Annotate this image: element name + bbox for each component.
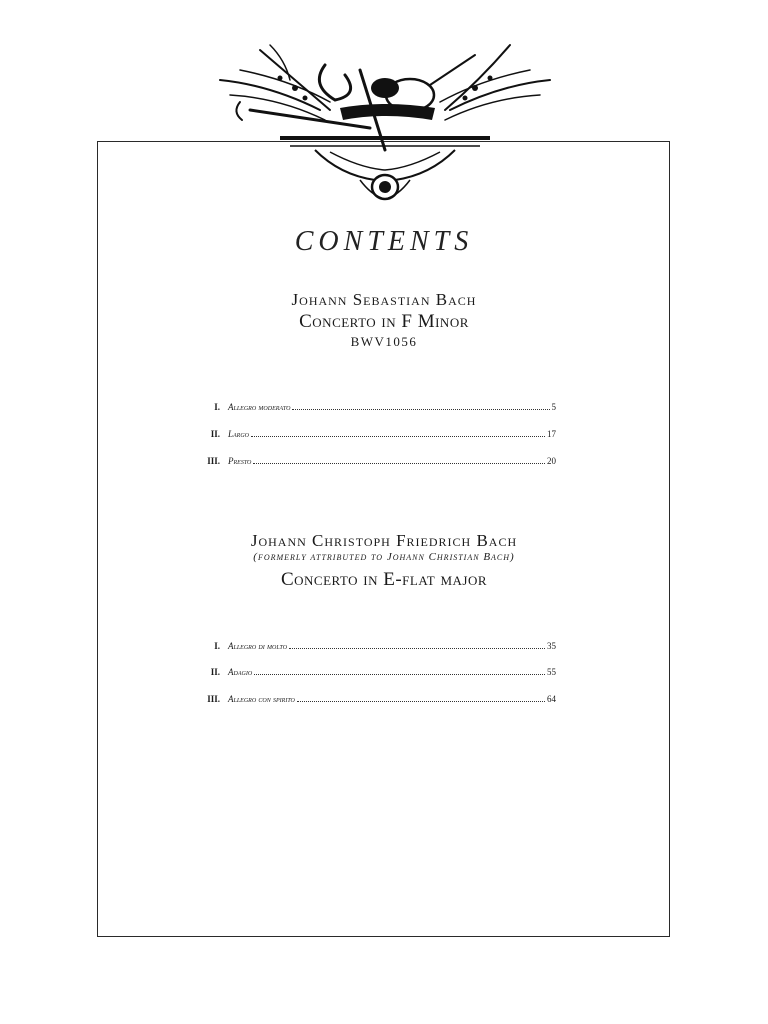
movement-number: III. xyxy=(207,456,220,466)
toc-entry[interactable] xyxy=(198,456,556,470)
toc-entry[interactable] xyxy=(198,402,556,416)
section-2-work-title: Concerto in E-flat major xyxy=(280,569,488,590)
dot-leader xyxy=(297,694,545,702)
movement-number: I. xyxy=(214,402,220,412)
movement-title: Allegro con spirito xyxy=(228,694,295,704)
toc-entry[interactable] xyxy=(198,641,556,655)
page-number: 5 xyxy=(551,402,556,412)
section-2-composer: Johann Christoph Friedrich Bach xyxy=(250,531,518,550)
page-number: 20 xyxy=(547,456,556,466)
dot-leader xyxy=(289,641,545,649)
page-number: 55 xyxy=(547,667,556,677)
toc-entry[interactable] xyxy=(198,667,556,681)
page-number: 64 xyxy=(547,694,556,704)
baroque-trophy-ornament-icon xyxy=(210,40,560,205)
movement-title: Presto xyxy=(228,456,252,466)
movement-title: Allegro di molto xyxy=(228,641,288,651)
movement-number: II. xyxy=(210,429,220,439)
toc-entry[interactable] xyxy=(198,694,556,708)
dot-leader xyxy=(251,429,545,437)
page-number: 35 xyxy=(547,641,556,651)
movement-number: I. xyxy=(214,641,220,651)
dot-leader xyxy=(254,667,545,675)
page-number: 17 xyxy=(547,429,556,439)
section-2-attribution: (formerly attributed to Johann Christian Bach) xyxy=(253,551,515,563)
contents-heading: CONTENTS xyxy=(294,226,474,257)
section-1-work-title: Concerto in F Minor xyxy=(299,311,469,332)
section-1-catalog-number: BWV1056 xyxy=(350,334,418,349)
movement-title: Largo xyxy=(228,429,250,439)
movement-title: Allegro moderato xyxy=(228,402,291,412)
movement-number: III. xyxy=(207,694,220,704)
toc-entry[interactable] xyxy=(198,429,556,443)
dot-leader xyxy=(292,402,549,410)
dot-leader xyxy=(253,456,545,464)
movement-title: Adagio xyxy=(228,667,253,677)
movement-number: II. xyxy=(210,667,220,677)
section-1-composer: Johann Sebastian Bach xyxy=(291,290,477,309)
